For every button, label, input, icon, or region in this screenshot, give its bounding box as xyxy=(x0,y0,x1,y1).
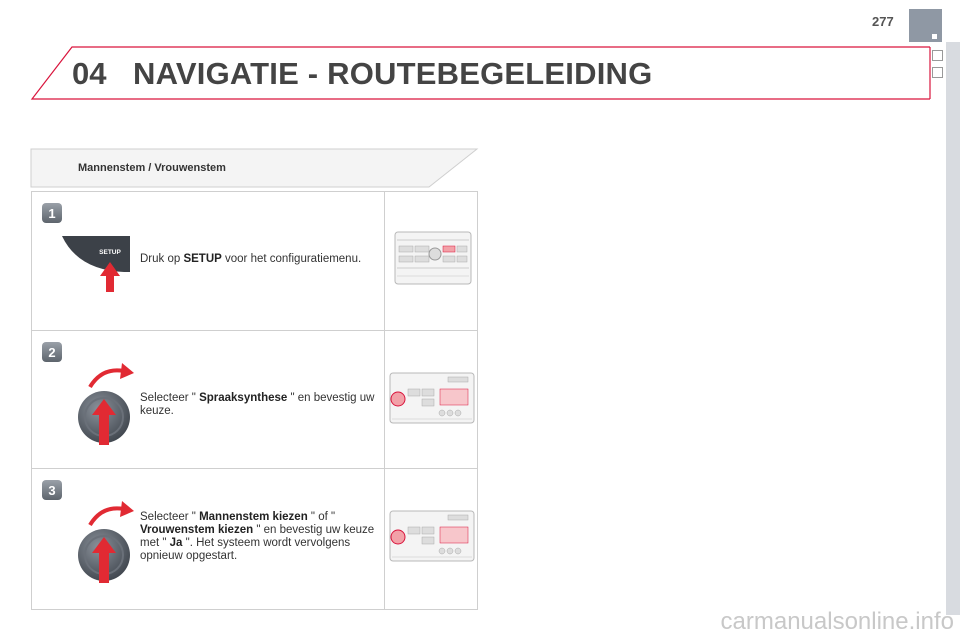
rotary-dial-icon xyxy=(72,495,138,603)
setup-key-icon xyxy=(58,232,138,302)
radio-panel-image xyxy=(388,509,476,563)
radio-panel-cell xyxy=(384,192,478,330)
step-text: voor het configuratiemenu. xyxy=(221,253,362,265)
step-bold: Mannenstem kiezen xyxy=(195,511,311,523)
step-2-instruction xyxy=(140,392,375,418)
step-bold: SETUP xyxy=(183,253,222,265)
step-1 xyxy=(32,192,477,330)
page-number: 277 xyxy=(872,14,894,29)
rotary-dial-icon xyxy=(72,357,138,465)
step-bold: Spraaksynthese xyxy=(195,392,291,404)
steps-table xyxy=(31,191,478,610)
step-text: Selecteer " xyxy=(140,511,196,523)
step-text: ". Het systeem wordt vervolgens opnieuw opgestart. xyxy=(140,537,351,562)
step-text: " en bevestig uw keuze. xyxy=(140,392,375,417)
radio-panel-image xyxy=(393,230,473,286)
section-title: Mannenstem / Vrouwenstem xyxy=(78,162,226,174)
radio-panel-image xyxy=(388,371,476,425)
step-text: Druk op xyxy=(140,253,184,265)
step-badge xyxy=(41,479,63,501)
page-title: NAVIGATIE - ROUTEBEGELEIDING xyxy=(133,56,653,91)
step-badge xyxy=(41,341,63,363)
side-strip xyxy=(946,42,960,615)
setup-key-label: SETUP xyxy=(99,249,121,256)
step-text: " of " xyxy=(310,511,336,523)
step-1-instruction xyxy=(140,253,375,266)
step-bold: Ja xyxy=(166,537,186,549)
step-number: 3 xyxy=(48,483,56,498)
step-3-instruction xyxy=(140,511,375,563)
step-text: Selecteer " xyxy=(140,392,196,404)
step-number: 1 xyxy=(48,206,56,221)
watermark: carmanualsonline.info xyxy=(720,608,954,635)
step-number: 2 xyxy=(48,345,56,360)
radio-panel-cell xyxy=(384,469,478,610)
step-badge xyxy=(41,202,63,224)
step-text: " en bevestig uw keuze met " xyxy=(140,524,375,549)
radio-panel-cell xyxy=(384,331,478,469)
step-3 xyxy=(32,468,477,610)
step-bold: Vrouwenstem kiezen xyxy=(140,524,257,536)
step-2 xyxy=(32,330,477,469)
chapter-number: 04 xyxy=(72,56,107,91)
